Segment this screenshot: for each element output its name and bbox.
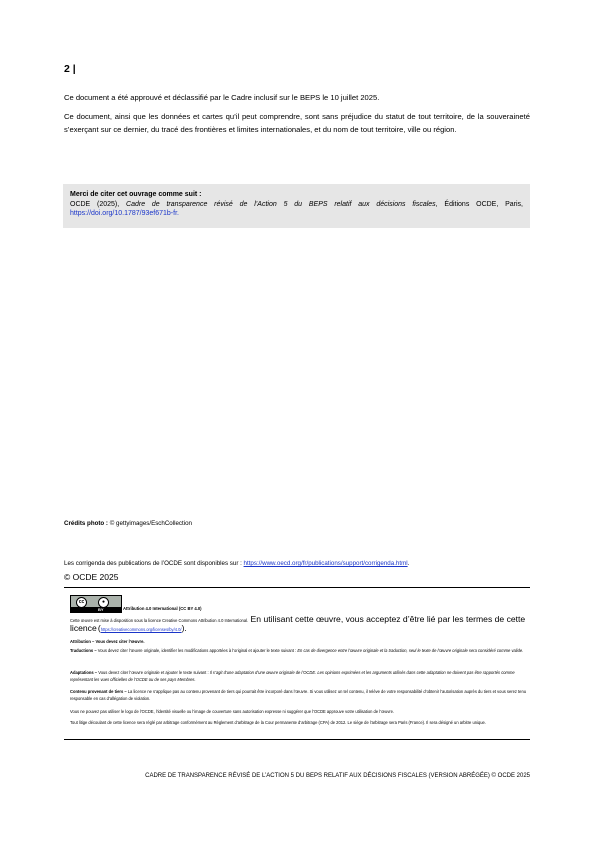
cc-icon: cc	[76, 597, 87, 608]
corrigenda-end: .	[407, 560, 410, 567]
license-intro: Cette œuvre est mise à disposition sous la licence Creative Commons Attribution 4.0 International. En utilisant cette œuvre, vous acceptez d’être lié par les termes de cette licence (https://creativecommons.org/licenses/by/4.0/).	[70, 614, 526, 633]
license-logo-notice: Vous ne pouvez pas utiliser le logo de l’OCDE, l’identité visuelle ou l’image de couverture sans autorisation expresse ni suggérer que l’OCDE approuve votre utilisation de l’œuvre.	[70, 709, 395, 714]
cc-by-license-badge	[70, 595, 122, 613]
license-title: Attribution 4.0 International (CC BY 4.0)	[123, 606, 202, 611]
approval-statement: Ce document a été approuvé et déclassifié par le Cadre inclusif sur le BEPS le 10 juillet 2025.	[64, 93, 380, 102]
license-disputes: Tout litige découlant de cette licence sera réglé par arbitrage conformément au Règlement d’arbitrage de la Cour permanente d’arbitrage (CPA) de 2012. Le siège de l’arbitrage sera Paris (France). Il sera désigné un arbitre unique.	[70, 720, 486, 725]
person-icon: ●	[98, 597, 109, 608]
cc-by-text: BY	[98, 607, 104, 612]
citation-prefix: OCDE (2025),	[70, 200, 127, 208]
photo-credits	[64, 520, 192, 527]
license-url-link[interactable]: https://creativecommons.org/licenses/by/4.0/	[100, 626, 182, 632]
license-third-party: Contenu provenant de tiers – La licence ne s’applique pas au contenu provenant de tiers qui pourrait être incorporé dans l’œuvre. Si vous utilisez un tel contenu, il relève de votre responsabilité d’obtenir l’autorisation auprès du tiers et vous serez tenu responsable en cas d’allégation de violation.	[70, 689, 527, 701]
citation-box	[63, 184, 530, 228]
license-translations: Traductions – Vous devez citer l’œuvre originale, identifier les modifications apportées à l’original et ajouter le texte suivant : En cas de divergence entre l’œuvre originale et la traduction, seul le texte de l’œuvre originale sera considéré comme valide.	[70, 648, 524, 653]
page-footer: CADRE DE TRANSPARENCE RÉVISÉ DE L’ACTION 5 DU BEPS RELATIF AUX DÉCISIONS FISCALES (VERSION ABRÉGÉE) © OCDE 2025	[145, 773, 530, 779]
divider-bottom	[64, 739, 530, 740]
license-intro-big: En utilisant cette œuvre, vous acceptez d’être lié par les termes de cette licence	[70, 614, 526, 633]
corrigenda-text: Les corrigenda des publications de l’OCDE sont disponibles sur :	[64, 560, 244, 567]
photo-credits-value: © gettyimages/EschCollection	[108, 520, 193, 527]
corrigenda-link[interactable]: https://www.oecd.org/fr/publications/support/corrigenda.html	[243, 560, 408, 567]
copyright: © OCDE 2025	[64, 572, 119, 582]
photo-credits-label: Crédits photo :	[64, 520, 108, 527]
citation-title: Cadre de transparence révisé de l’Action 5 du BEPS relatif aux décisions fiscales	[126, 200, 436, 208]
license-attribution: Attribution – Vous devez citer l’œuvre.	[70, 639, 145, 644]
citation-text	[70, 200, 523, 219]
page-number: 2 |	[64, 63, 76, 75]
citation-doi-link[interactable]: https://doi.org/10.1787/93ef671b-fr.	[70, 210, 179, 217]
disclaimer-paragraph: Ce document, ainsi que les données et cartes qu’il peut comprendre, sont sans préjudice du statut de tout territoire, de la souveraineté s’exerçant sur ce dernier, du tracé des frontières et limites internationales, et du nom de tout territoire, ville ou région.	[64, 112, 530, 134]
citation-heading: Merci de citer cet ouvrage comme suit :	[70, 191, 202, 198]
license-intro-small: Cette œuvre est mise à disposition sous la licence Creative Commons Attribution 4.0 International.	[70, 618, 249, 623]
license-adaptations: Adaptations – Vous devez citer l’œuvre originale et ajouter le texte suivant : Il s’agit d’une adaptation d’une œuvre originale de l’OCDE. Les opinions exprimées et les arguments utilisés dans cette adaptation ne doivent pas être rapportés comme représentant les vues officielles de l’OCDE ou de ses pays Membres.	[70, 670, 515, 682]
cc-badge-top	[71, 596, 121, 607]
corrigenda-note	[64, 560, 409, 567]
citation-suffix: , Éditions OCDE, Paris,	[435, 200, 523, 208]
divider-top	[64, 587, 530, 588]
